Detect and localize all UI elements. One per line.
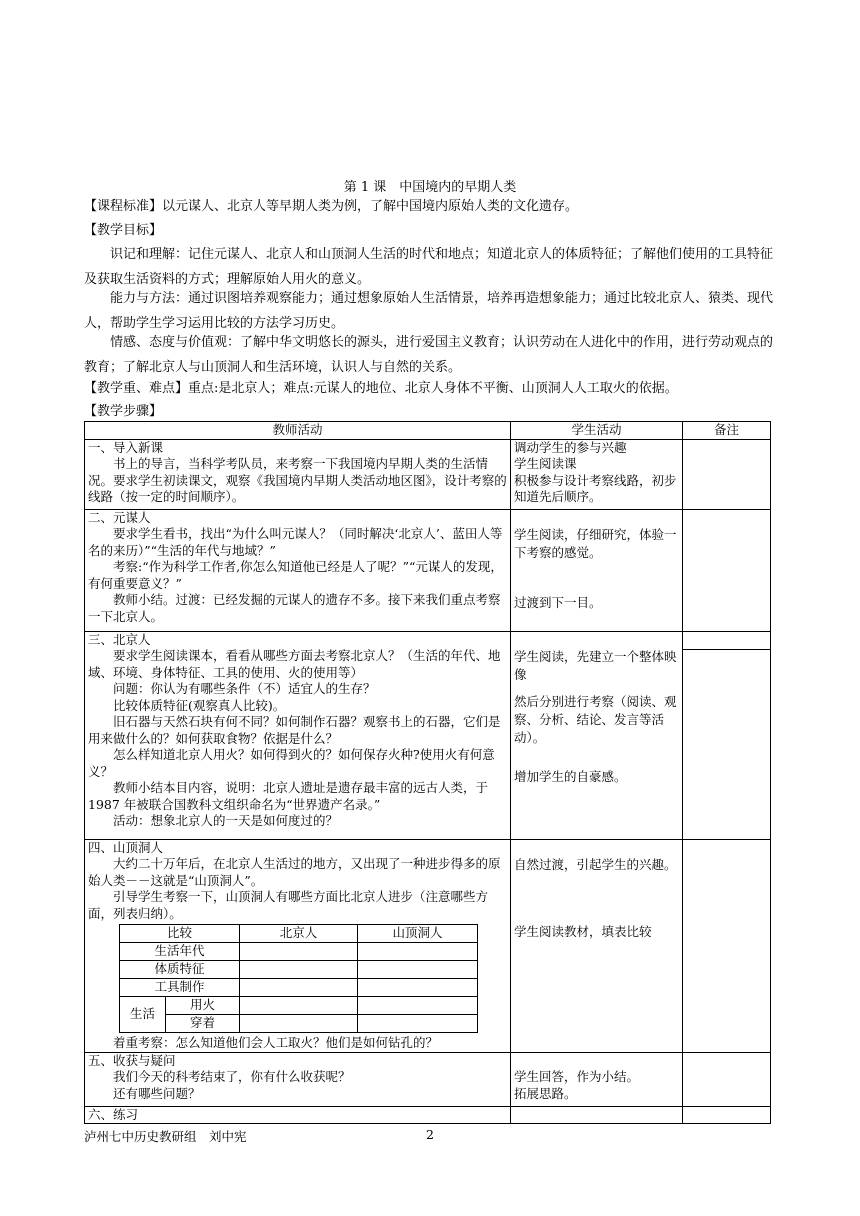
teacher-text: 大约二十万年后，在北京人生活过的地方，又出现了一种进步得多的原始人类－－这就是“山顶洞人”。	[88, 856, 501, 888]
objectives-label: 【教学目标】	[84, 223, 163, 238]
section-title: 四、山顶洞人	[88, 839, 164, 855]
section-title: 六、练习	[88, 1106, 139, 1122]
table-row	[85, 509, 771, 631]
comparison-row	[120, 1015, 478, 1033]
focus-question: 着重考察：怎么知道他们会人工取火？他们是如何钻孔的？	[113, 1035, 439, 1050]
student-cell	[511, 439, 683, 509]
footer-author: 泸州七中历史教研组 刘中宪	[84, 1129, 247, 1144]
student-text: 然后分别进行考察（阅读、观察、分析、结论、发言等活动）。	[514, 694, 677, 745]
comparison-row-label: 穿着	[166, 1015, 240, 1033]
comparison-header: 北京人	[240, 925, 358, 943]
notes-cell	[683, 631, 771, 839]
section-title: 五、收获与疑问	[88, 1052, 176, 1068]
comparison-row-label: 用火	[166, 997, 240, 1015]
course-standard	[84, 195, 779, 219]
page-number: 2	[426, 1127, 434, 1142]
student-text: 学生阅读，先建立一个整体映像	[514, 649, 677, 682]
notes-divider	[683, 632, 770, 650]
teacher-text: 我们今天的科考结束了，你有什么收获呢？	[113, 1069, 351, 1084]
comparison-table	[119, 924, 478, 1033]
lesson-steps-table	[84, 421, 771, 1124]
notes-cell	[683, 839, 771, 1052]
key-points-text: 重点:是北京人；难点:元谋人的地位、北京人身体不平衡、山顶洞人人工取火的依据。	[188, 381, 678, 396]
header-student: 学生活动	[511, 422, 683, 440]
student-text: 增加学生的自豪感。	[514, 769, 627, 784]
comparison-cell	[358, 1015, 478, 1033]
lesson-title: 第 1 课 中国境内的早期人类	[343, 180, 517, 195]
comparison-group-label: 生活	[120, 997, 166, 1033]
comparison-cell	[358, 961, 478, 979]
teacher-text: 活动：想象北京人的一天是如何度过的？	[113, 813, 339, 828]
table-row	[85, 1052, 771, 1106]
student-text: 学生阅读教材，填表比较	[514, 924, 652, 939]
steps-label: 【教学步骤】	[84, 404, 163, 419]
table-row	[85, 439, 771, 509]
comparison-cell	[240, 943, 358, 961]
student-cell	[511, 509, 683, 631]
header-teacher: 教师活动	[85, 422, 511, 440]
teacher-cell	[85, 1106, 511, 1124]
teacher-cell	[85, 509, 511, 631]
comparison-row	[120, 979, 478, 997]
comparison-row	[120, 997, 478, 1015]
comparison-cell	[240, 1015, 358, 1033]
comparison-row-label: 工具制作	[120, 979, 240, 997]
comparison-cell	[358, 997, 478, 1015]
student-text: 拓展思路。	[514, 1085, 577, 1101]
teacher-text: 怎么样知道北京人用火？如何得到火的？如何保存火种?使用火有何意义？	[88, 747, 495, 779]
course-standard-label: 【课程标准】	[84, 199, 163, 214]
key-points	[84, 377, 779, 401]
comparison-row-label: 生活年代	[120, 943, 240, 961]
comparison-header: 山顶洞人	[358, 925, 478, 943]
header-notes: 备注	[683, 422, 771, 440]
student-cell	[511, 1106, 683, 1124]
student-text: 自然过渡，引起学生的兴趣。	[514, 857, 677, 872]
table-row	[85, 839, 771, 1052]
comparison-cell	[358, 943, 478, 961]
teacher-text: 考察:“作为科学工作者,你怎么知道他已经是人了呢？”“元谋人的发现，有何重要意义？”	[88, 559, 503, 591]
section-title: 三、北京人	[88, 631, 151, 647]
section-title: 二、元谋人	[88, 509, 151, 525]
teacher-text: 教师小结。过渡：已经发掘的元谋人的遗存不多。接下来我们重点考察一下北京人。	[88, 592, 501, 624]
teacher-text: 比较体质特征(观察真人比较)。	[113, 697, 286, 713]
student-cell	[511, 631, 683, 839]
objective-1: 识记和理解：记住元谋人、北京人和山顶洞人生活的时代和地点；知道北京人的体质特征；了解他们使用的工具特征及获取生活资料的方式；理解原始人用火的意义。	[84, 247, 774, 287]
student-cell	[511, 1052, 683, 1106]
table-header-row	[85, 422, 771, 440]
notes-cell	[683, 509, 771, 631]
notes-cell	[683, 1052, 771, 1106]
comparison-cell	[358, 979, 478, 997]
student-text: 过渡到下一目。	[514, 595, 602, 610]
teacher-text: 要求学生看书，找出“为什么叫元谋人？（同时解决‘北京人’、蓝田人等名的来历）”“生活的年代与地域？”	[88, 526, 503, 558]
teacher-cell	[85, 1052, 511, 1106]
notes-cell	[683, 439, 771, 509]
comparison-row	[120, 943, 478, 961]
comparison-cell	[240, 979, 358, 997]
comparison-row	[120, 961, 478, 979]
student-text: 调动学生的参与兴趣	[514, 439, 627, 455]
teacher-text: 旧石器与天然石块有何不同？如何制作石器？观察书上的石器，它们是用来做什么的？如何获取食物？依据是什么？	[88, 714, 501, 746]
student-text: 学生回答，作为小结。	[514, 1069, 640, 1084]
comparison-header: 比较	[120, 925, 240, 943]
teacher-text: 还有哪些问题？	[113, 1085, 201, 1101]
student-text: 积极参与设计考察线路，初步知道先后顺序。	[514, 472, 677, 504]
teacher-text: 教师小结本目内容，说明：北京人遗址是遗存最丰富的远古人类，于 1987 年被联合国教科文组织命名为“世界遗产名录。”	[88, 780, 489, 812]
teacher-text: 书上的导言，当科学考队员，来考察一下我国境内早期人类的生活情况。要求学生初读课文，观察《我国境内早期人类活动地区图》，设计考察的线路（按一定的时间顺序）。	[88, 456, 507, 504]
teacher-text: 引导学生考察一下，山顶洞人有哪些方面比北京人进步（注意哪些方面，列表归纳）。	[88, 889, 489, 921]
student-text: 学生阅读课	[514, 456, 577, 471]
table-row	[85, 1106, 771, 1124]
comparison-header-row	[120, 925, 478, 943]
comparison-cell	[240, 961, 358, 979]
section-title: 一、导入新课	[88, 439, 164, 455]
comparison-row-label: 体质特征	[120, 961, 240, 979]
teacher-cell	[85, 439, 511, 509]
notes-cell	[683, 1106, 771, 1124]
student-cell	[511, 839, 683, 1052]
teacher-text: 问题：你认为有哪些条件（不）适宜人的生存？	[113, 681, 376, 696]
objective-3: 情感、态度与价值观：了解中华文明悠长的源头，进行爱国主义教育；认识劳动在人进化中的作用，进行劳动观点的教育；了解北京人与山顶洞人和生活环境，认识人与自然的关系。	[84, 335, 774, 375]
table-row	[85, 631, 771, 839]
teacher-text: 要求学生阅读课本，看看从哪些方面去考察北京人？（生活的年代、地域、环境、身体特征、工具的使用、火的使用等）	[88, 648, 501, 680]
teacher-cell	[85, 839, 511, 1052]
course-standard-text: 以元谋人、北京人等早期人类为例，了解中国境内原始人类的文化遗存。	[162, 199, 579, 214]
student-text: 学生阅读，仔细研究，体验一下考察的感觉。	[514, 527, 677, 560]
teacher-cell	[85, 631, 511, 839]
key-points-label: 【教学重、难点】	[84, 381, 189, 396]
objective-2: 能力与方法：通过识图培养观察能力；通过想象原始人生活情景，培养再造想象能力；通过比较北京人、猿类、现代人，帮助学生学习运用比较的方法学习历史。	[84, 291, 774, 331]
comparison-cell	[240, 997, 358, 1015]
